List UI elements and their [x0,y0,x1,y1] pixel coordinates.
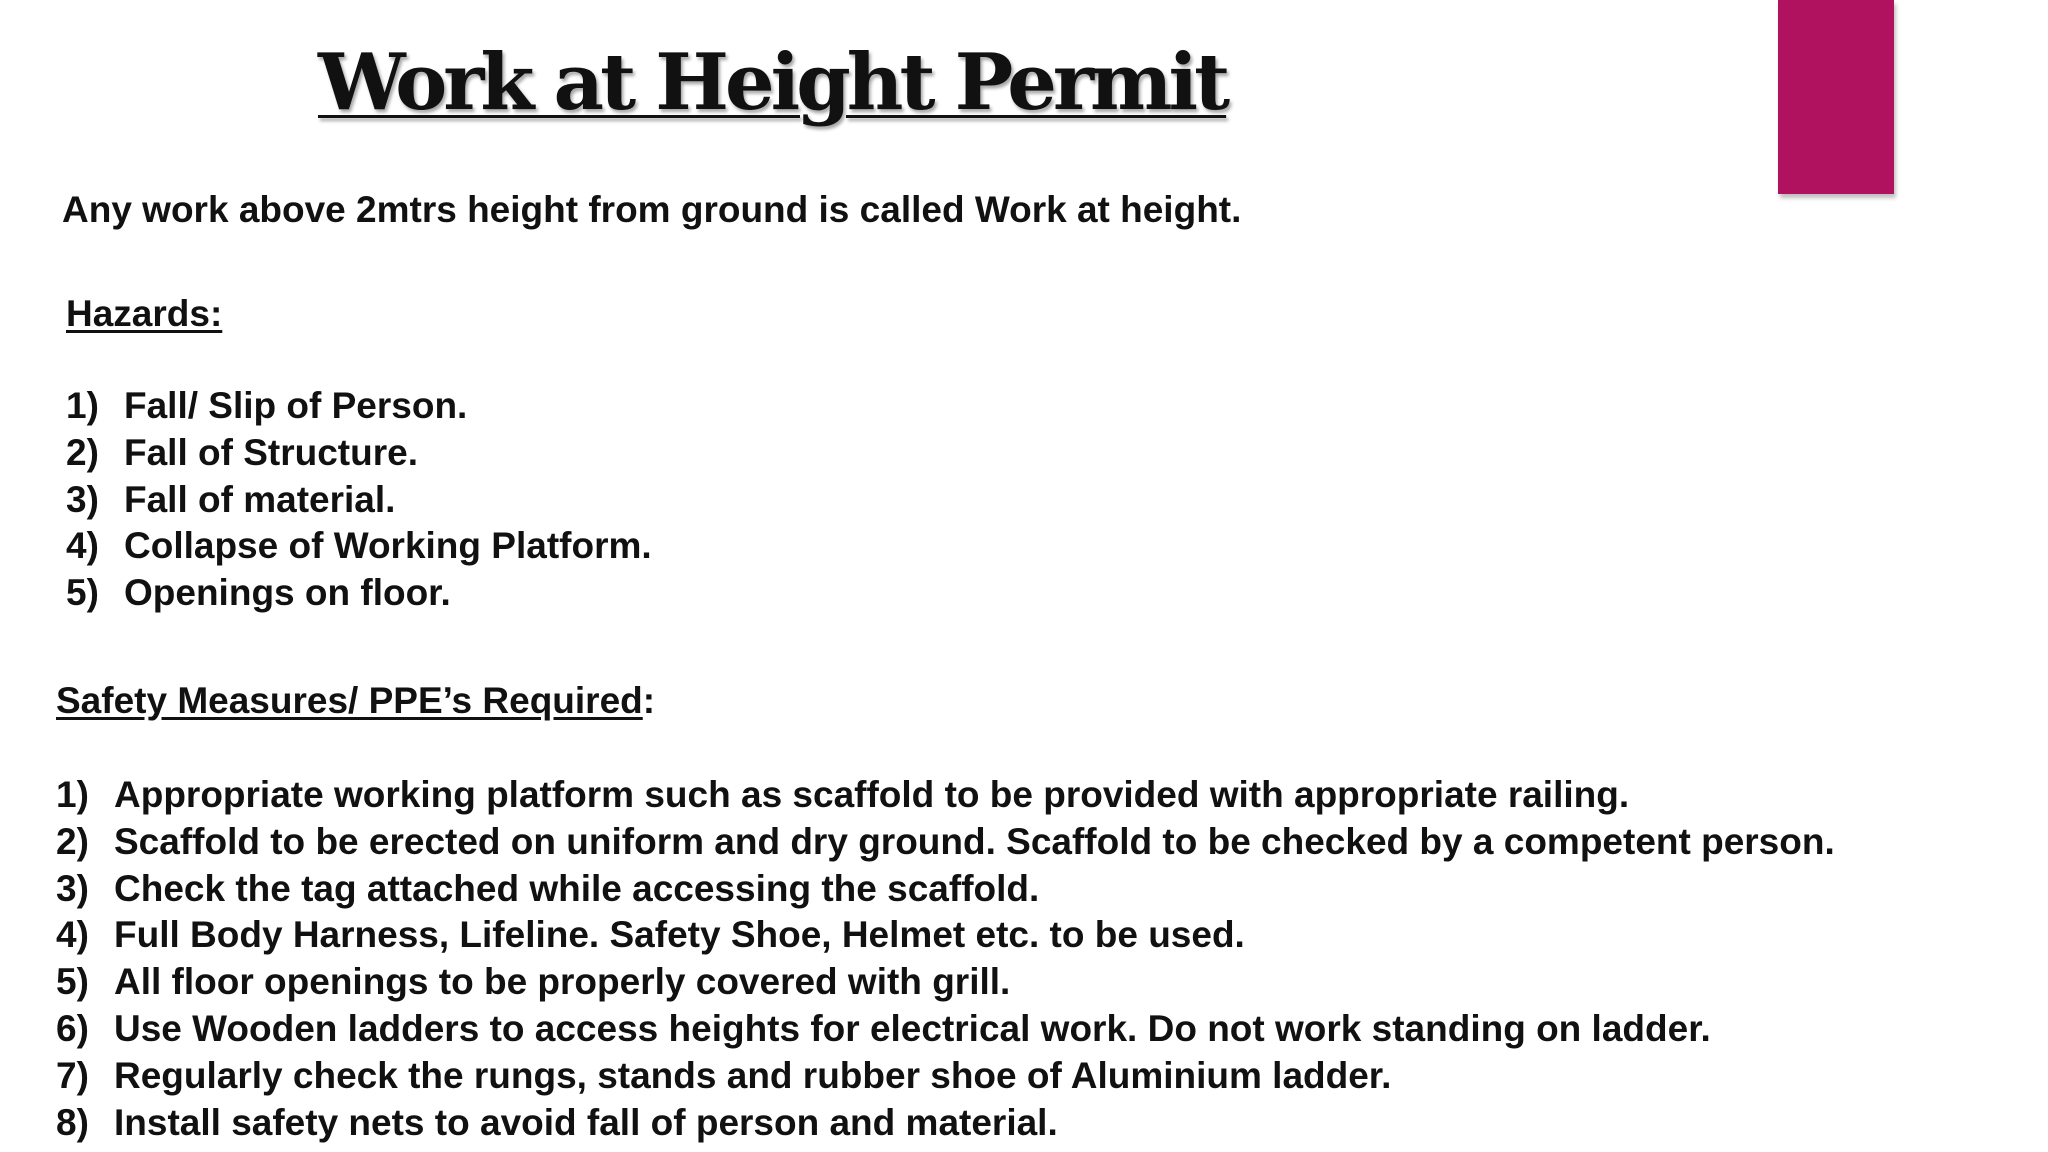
list-item [66,523,652,570]
list-item-number: 2) [66,431,99,473]
safety-heading [56,677,655,725]
list-item-number: 7) [56,1054,89,1096]
list-item-text: Collapse of Working Platform. [124,525,652,567]
list-item-number: 1) [56,774,89,815]
list-item-number: 4) [66,525,99,567]
list-item [56,772,1835,819]
list-item [56,1053,1835,1100]
list-item-text: Regularly check the rungs, stands and rubber shoe of Aluminium ladder. [114,1054,1392,1096]
safety-heading-label: Safety Measures/ PPE’s Required [56,680,643,721]
list-item-text: Check the tag attached while accessing the scaffold. [114,867,1040,909]
list-item-number: 5) [56,961,89,1003]
list-item [66,570,652,617]
list-item-text: Full Body Harness, Lifeline. Safety Shoe, Helmet etc. to be used. [114,914,1245,956]
list-item-text: Install safety nets to avoid fall of person and material. [114,1101,1058,1143]
safety-heading-suffix: : [642,680,656,721]
hazards-heading [66,290,222,338]
list-item [56,959,1835,1006]
list-item [66,383,652,430]
page-title: Work at Height Permit [318,37,1227,128]
list-item-text: Fall of Structure. [124,431,418,473]
list-item-number: 6) [56,1007,89,1049]
hazards-list [66,383,652,617]
list-item-number: 3) [66,478,99,520]
list-item-number: 5) [66,572,99,614]
list-item-text: Use Wooden ladders to access heights for electrical work. Do not work standing on ladder. [114,1007,1711,1049]
list-item-number: 3) [56,867,89,909]
hazards-heading-label: Hazards: [66,293,223,334]
list-item-text: Openings on floor. [124,572,451,614]
list-item [56,1006,1835,1053]
list-item [66,430,652,477]
list-item [66,477,652,524]
accent-bar [1778,0,1894,194]
intro-text: Any work above 2mtrs height from ground is called Work at height. [62,189,1242,230]
list-item-number: 2) [56,820,89,862]
list-item-text: Fall of material. [124,478,396,520]
list-item-number: 8) [56,1101,89,1143]
list-item-text: Appropriate working platform such as scaffold to be provided with appropriate railing. [114,774,1630,815]
list-item-text: Fall/ Slip of Person. [124,385,468,426]
list-item [56,866,1835,913]
list-item [56,819,1835,866]
list-item [56,912,1835,959]
list-item-text: Scaffold to be erected on uniform and dry ground. Scaffold to be checked by a competent person. [114,820,1835,862]
list-item-number: 1) [66,385,99,426]
list-item [56,1100,1835,1147]
safety-list [56,772,1835,1146]
list-item-number: 4) [56,914,89,956]
list-item-text: All floor openings to be properly covered with grill. [114,961,1011,1003]
